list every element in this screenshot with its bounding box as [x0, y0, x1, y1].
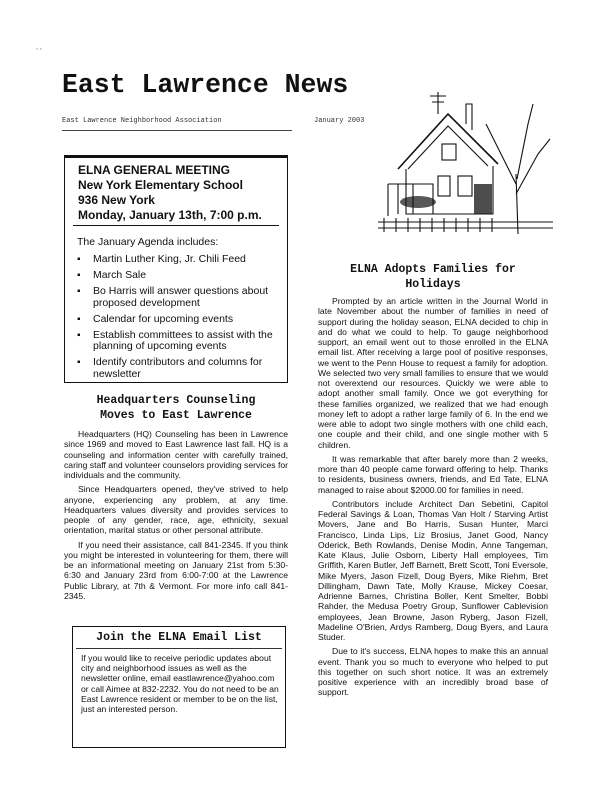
- agenda-intro: The January Agenda includes:: [77, 236, 219, 248]
- email-divider: [76, 648, 282, 649]
- issue-date: January 2003: [314, 117, 365, 125]
- email-list-heading: Join the ELNA Email List: [96, 631, 262, 644]
- hq-paragraph: If you need their assistance, call 841-2345. If you think you might be interested in volunteering for them, there will be an informational meeting on January 21st from 5:30-6:30 and January 23rd from 6:00-7:00 at the Lawrence Public Library, at 7th & Vermont. For more info call 841-2345.: [64, 539, 288, 601]
- agenda-item: ▪ Establish committees to assist with the planning of upcoming events: [75, 330, 285, 353]
- meeting-address: 936 New York: [78, 193, 155, 207]
- meeting-datetime: Monday, January 13th, 7:00 p.m.: [78, 208, 262, 222]
- adopt-article-heading: [318, 262, 548, 292]
- meeting-title: ELNA GENERAL MEETING: [78, 163, 231, 177]
- adopt-heading-line: Holidays: [405, 278, 461, 291]
- hq-article-heading: [64, 393, 288, 423]
- hq-heading-line: Headquarters Counseling: [96, 394, 256, 407]
- meeting-divider: [73, 225, 279, 226]
- hq-article-body: [64, 429, 288, 605]
- meeting-location: New York Elementary School: [78, 178, 243, 192]
- adopt-article-body: [318, 296, 548, 702]
- agenda-item: ▪ Identify contributors and columns for newsletter: [75, 357, 285, 380]
- organization-subtitle: East Lawrence Neighborhood Association: [62, 117, 222, 125]
- hq-heading-line: Moves to East Lawrence: [100, 409, 252, 422]
- hq-paragraph: Since Headquarters opened, they've strived to help anyone, experiencing any problem, at any time. Headquarters values diversity and provides services to people of any gender, race, age, ethnicity, sexual orientation, marital status or other personal attribute.: [64, 484, 288, 536]
- adopt-heading-line: ELNA Adopts Families for: [350, 263, 516, 276]
- meeting-box: [64, 155, 288, 383]
- house-illustration: [378, 84, 553, 234]
- agenda-item: ▪ March Sale: [75, 270, 285, 282]
- agenda-list: [75, 254, 285, 385]
- agenda-item: ▪ Martin Luther King, Jr. Chili Feed: [75, 254, 285, 266]
- adopt-paragraph: It was remarkable that after barely more than 2 weeks, more than 40 people came forward offering to help. Thanks to residents, business owners, friends, and Ed Tate, ELNA managed to raise about $2000.00 for families in need.: [318, 453, 548, 495]
- adopt-paragraph: Due to it's success, ELNA hopes to make this an annual event. Thank you so much to everyone who helped to put this together on such short notice. It was an extremely positive experience with an incredibly broad base of support.: [318, 646, 548, 698]
- email-list-text: If you would like to receive periodic updates about city and neighborhood issues as well as the newsletter online, email eastlawrence@yahoo.com or call Aimee at 832-2232. You do not need to be an East Lawrence resident or member to be on the list, just an interested person.: [81, 653, 279, 715]
- adopt-paragraph: Prompted by an article written in the Journal World in late November about the number of families in need of support during the holiday season, ELNA decided to chip in and do what we could to help. To gauge neighborhood support, an email went out to those enrolled in the ELNA email list. After receiving a large pool of positive responses, we went to the Penn House to request a family for adoption. We selected two very small families to ensure that we would not overextend our resources. Quickly we were able to adopt another small family. Once we got everything for these families organized, we realized that we had enough money left to adopt a rather large family of 6. In the end we were able to adopt two single mothers with one child each, one couple and their child, and one single mother with 5 children.: [318, 296, 548, 450]
- newsletter-title: East Lawrence News: [62, 70, 349, 100]
- scan-mark: , ,: [36, 44, 42, 51]
- agenda-item: ▪ Bo Harris will answer questions about proposed development: [75, 286, 285, 309]
- hq-paragraph: Headquarters (HQ) Counseling has been in Lawrence since 1969 and moved to East Lawrence last fall. HQ is a counseling and information center with carefully trained, caring staff and volunteer counselors providing services for individuals and the community.: [64, 429, 288, 480]
- masthead-divider: [62, 130, 292, 131]
- agenda-item: ▪ Calendar for upcoming events: [75, 314, 285, 326]
- adopt-paragraph: Contributors include Architect Dan Sebetini, Capitol Federal Savings & Loan, Thomas Van Holt / Starving Artist Movers, Jane and Bo Harris, Susan Hunter, Marci Francisco, Linda Lips, Liz Brosius, Janet Good, Nancy Oderick, Beth Rowlands, Denise Modin, Anne Tangeman, Kate Klaus, Julie Osborn, Liberty Hall employees, Tim Griffith, Karen Butler, Jeff Barnett, Brett Scott, Toni Eversole, Mike Myers, Jason Fizell, Doug Byers, Mike Riehm, Bret Dillingham, Dawn Tate, Molly Krause, Mickey Coesar, Adrienne Barnes, Christina Boller, Kent Smelter, Bobbi Rahder, the Medusa Poetry Group, Sunflower Cablevision employees, Jean Browne, Jason Ryberg, Jason Fizell, Madeline O'Brien, Ardys Ramberg, Doug Byers, and Laura Studer.: [318, 498, 548, 642]
- email-list-box: [72, 626, 286, 748]
